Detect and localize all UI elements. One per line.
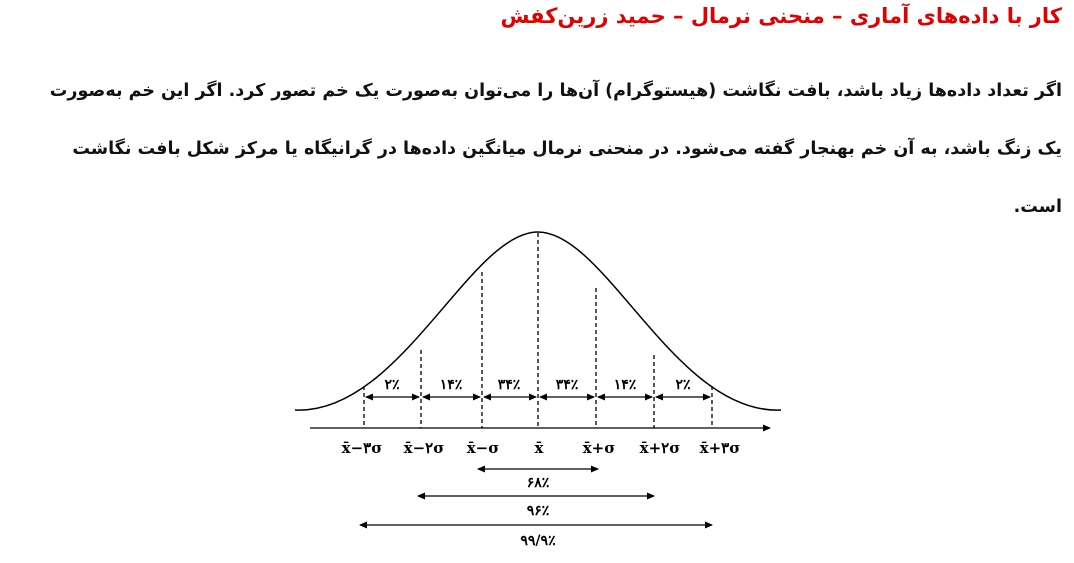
segment-percent-2: ۱۴٪ (439, 377, 463, 393)
segment-percent-1: ۲٪ (384, 377, 400, 393)
range-label-999: ۹۹/۹٪ (520, 533, 556, 549)
paragraph-line-2: یک زنگ باشد، به آن خم بهنجار گفته می‌شود. در منحنی نرمال میانگین داده‌ها در گرانیگاه یا مرکز شکل بافت نگاشت (72, 139, 1062, 159)
paragraph-line-3: است. (1013, 197, 1062, 217)
range-label-68: ۶۸٪ (526, 475, 550, 491)
axis-label-minus-3sigma: x̄−۳σ (341, 439, 383, 457)
segment-percent-5: ۱۴٪ (613, 377, 637, 393)
segment-percent-6: ۲٪ (675, 377, 691, 393)
page-title: کار با داده‌های آماری – منحنی نرمال – حمید زرین‌کفش (500, 4, 1062, 28)
axis-label-minus-2sigma: x̄−۲σ (403, 439, 445, 457)
axis-label-plus-1sigma: x̄+σ (582, 439, 616, 457)
segment-percent-4: ۳۴٪ (555, 377, 579, 393)
axis-label-plus-2sigma: x̄+۲σ (639, 439, 681, 457)
segment-percent-3: ۳۴٪ (497, 377, 521, 393)
axis-label-plus-3sigma: x̄+۳σ (699, 439, 741, 457)
paragraph-line-1: اگر تعداد داده‌ها زیاد باشد، بافت نگاشت (هیستوگرام) آن‌ها را می‌توان به‌صورت یک خم تصور کرد. اگر این خم به‌صورت (49, 81, 1062, 101)
axis-label-minus-1sigma: x̄−σ (466, 439, 500, 457)
range-label-96: ۹۶٪ (526, 503, 550, 519)
axis-label-mean: x̄ (534, 439, 544, 457)
